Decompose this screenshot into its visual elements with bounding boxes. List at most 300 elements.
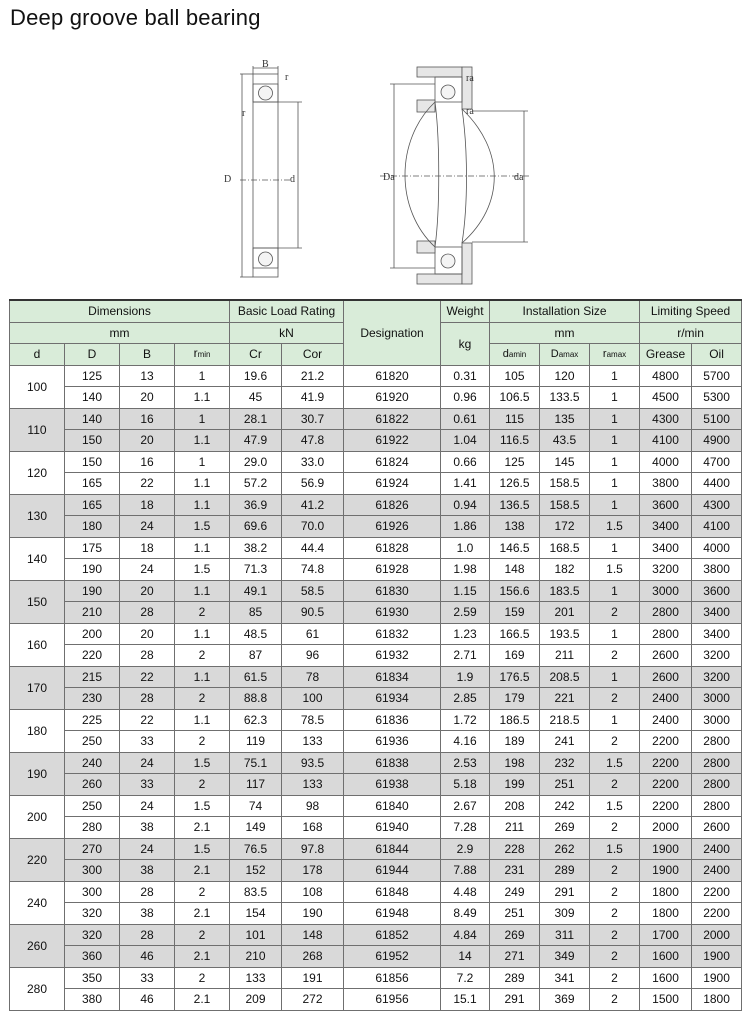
col-rmin: rmin (175, 344, 230, 366)
table-cell: 3200 (640, 559, 692, 581)
table-cell: 61852 (344, 924, 441, 946)
table-cell: 1 (590, 494, 640, 516)
label-ra-mid: ra (466, 106, 474, 117)
table-cell: 211 (540, 645, 590, 667)
table-cell: 1.5 (590, 516, 640, 538)
table-row (10, 408, 742, 430)
header-weight-unit: kg (441, 322, 490, 365)
bore-diameter-cell: 260 (10, 924, 65, 967)
table-cell: 230 (65, 688, 120, 710)
table-cell: 61928 (344, 559, 441, 581)
table-cell: 260 (65, 774, 120, 796)
table-cell: 61936 (344, 731, 441, 753)
table-cell: 47.9 (230, 430, 282, 452)
table-cell: 4.84 (441, 924, 490, 946)
table-cell: 61828 (344, 537, 441, 559)
table-cell: 24 (120, 752, 175, 774)
table-cell: 271 (490, 946, 540, 968)
table-cell: 2.1 (175, 860, 230, 882)
table-cell: 225 (65, 709, 120, 731)
table-cell: 2.71 (441, 645, 490, 667)
table-cell: 220 (65, 645, 120, 667)
table-cell: 199 (490, 774, 540, 796)
table-cell: 309 (540, 903, 590, 925)
table-cell: 22 (120, 473, 175, 495)
table-cell: 4100 (692, 516, 742, 538)
bore-diameter-cell: 220 (10, 838, 65, 881)
table-cell: 108 (282, 881, 344, 903)
table-cell: 74 (230, 795, 282, 817)
table-cell: 2000 (692, 924, 742, 946)
col-cor: Cor (282, 344, 344, 366)
table-cell: 2600 (640, 645, 692, 667)
table-cell: 61822 (344, 408, 441, 430)
table-cell: 61932 (344, 645, 441, 667)
table-cell: 232 (540, 752, 590, 774)
bore-diameter-cell: 170 (10, 666, 65, 709)
table-cell: 145 (540, 451, 590, 473)
table-cell: 2800 (640, 602, 692, 624)
table-cell: 1.15 (441, 580, 490, 602)
bore-diameter-cell: 110 (10, 408, 65, 451)
table-cell: 2200 (692, 881, 742, 903)
table-cell: 2 (175, 602, 230, 624)
table-cell: 2600 (640, 666, 692, 688)
table-cell: 61830 (344, 580, 441, 602)
table-cell: 270 (65, 838, 120, 860)
table-cell: 7.28 (441, 817, 490, 839)
table-cell: 1800 (640, 903, 692, 925)
col-oil: Oil (692, 344, 742, 366)
header-weight: Weight (441, 300, 490, 322)
table-cell: 272 (282, 989, 344, 1011)
table-cell: 46 (120, 946, 175, 968)
table-cell: 1.41 (441, 473, 490, 495)
table-cell: 190 (282, 903, 344, 925)
table-cell: 2400 (640, 709, 692, 731)
table-row (10, 473, 742, 495)
table-cell: 49.1 (230, 580, 282, 602)
table-cell: 2 (590, 989, 640, 1011)
table-cell: 146.5 (490, 537, 540, 559)
table-cell: 289 (490, 967, 540, 989)
table-cell: 61.5 (230, 666, 282, 688)
table-cell: 46 (120, 989, 175, 1011)
table-cell: 1.5 (175, 838, 230, 860)
table-cell: 150 (65, 430, 120, 452)
table-cell: 1.5 (175, 795, 230, 817)
table-cell: 2800 (692, 752, 742, 774)
table-cell: 341 (540, 967, 590, 989)
table-cell: 24 (120, 516, 175, 538)
table-cell: 100 (282, 688, 344, 710)
installation-drawing (380, 67, 530, 284)
table-row (10, 537, 742, 559)
table-cell: 20 (120, 580, 175, 602)
table-cell: 1.5 (590, 795, 640, 817)
table-cell: 1500 (640, 989, 692, 1011)
table-cell: 4700 (692, 451, 742, 473)
header-dimensions: Dimensions (10, 300, 230, 322)
table-cell: 3400 (692, 623, 742, 645)
table-cell: 200 (65, 623, 120, 645)
table-cell: 2 (175, 774, 230, 796)
label-da: da (514, 172, 524, 183)
table-cell: 90.5 (282, 602, 344, 624)
table-cell: 61934 (344, 688, 441, 710)
bore-diameter-cell: 280 (10, 967, 65, 1010)
table-cell: 148 (282, 924, 344, 946)
table-cell: 2 (590, 774, 640, 796)
table-cell: 241 (540, 731, 590, 753)
table-cell: 2 (590, 817, 640, 839)
table-cell: 268 (282, 946, 344, 968)
table-cell: 28 (120, 924, 175, 946)
table-cell: 165 (65, 473, 120, 495)
table-cell: 2.1 (175, 817, 230, 839)
table-cell: 47.8 (282, 430, 344, 452)
table-cell: 24 (120, 838, 175, 860)
table-cell: 1.86 (441, 516, 490, 538)
table-cell: 369 (540, 989, 590, 1011)
table-cell: 28 (120, 602, 175, 624)
table-cell: 33.0 (282, 451, 344, 473)
table-cell: 2000 (640, 817, 692, 839)
table-row (10, 967, 742, 989)
table-cell: 2 (590, 903, 640, 925)
table-cell: 201 (540, 602, 590, 624)
table-cell: 280 (65, 817, 120, 839)
table-cell: 61926 (344, 516, 441, 538)
table-cell: 3800 (692, 559, 742, 581)
header-installation: Installation Size (490, 300, 640, 322)
header-dimensions-unit: mm (10, 322, 230, 344)
table-cell: 208.5 (540, 666, 590, 688)
table-cell: 251 (540, 774, 590, 796)
table-cell: 2 (590, 731, 640, 753)
table-cell: 198 (490, 752, 540, 774)
table-cell: 20 (120, 430, 175, 452)
table-cell: 3400 (692, 602, 742, 624)
bore-diameter-cell: 240 (10, 881, 65, 924)
table-cell: 182 (540, 559, 590, 581)
table-cell: 1900 (692, 946, 742, 968)
header-load-rating: Basic Load Rating (230, 300, 344, 322)
col-Damax: Damax (540, 344, 590, 366)
table-row (10, 430, 742, 452)
table-cell: 61 (282, 623, 344, 645)
table-cell: 140 (65, 408, 120, 430)
table-cell: 1600 (640, 967, 692, 989)
table-cell: 78 (282, 666, 344, 688)
label-B: B (262, 59, 269, 70)
table-cell: 1.1 (175, 430, 230, 452)
table-cell: 4300 (640, 408, 692, 430)
table-cell: 138 (490, 516, 540, 538)
table-cell: 1.5 (590, 838, 640, 860)
table-cell: 2 (175, 731, 230, 753)
table-cell: 105 (490, 365, 540, 387)
table-cell: 0.61 (441, 408, 490, 430)
bore-diameter-cell: 150 (10, 580, 65, 623)
table-row (10, 516, 742, 538)
table-cell: 126.5 (490, 473, 540, 495)
table-cell: 3000 (692, 709, 742, 731)
table-cell: 311 (540, 924, 590, 946)
table-cell: 228 (490, 838, 540, 860)
bore-diameter-cell: 180 (10, 709, 65, 752)
table-cell: 61922 (344, 430, 441, 452)
table-cell: 3400 (640, 537, 692, 559)
table-cell: 18 (120, 537, 175, 559)
col-damin: damin (490, 344, 540, 366)
table-cell: 1 (590, 408, 640, 430)
table-cell: 3600 (640, 494, 692, 516)
table-cell: 7.2 (441, 967, 490, 989)
table-cell: 4500 (640, 387, 692, 409)
table-cell: 175 (65, 537, 120, 559)
table-cell: 231 (490, 860, 540, 882)
table-cell: 169 (490, 645, 540, 667)
table-row (10, 903, 742, 925)
table-cell: 61944 (344, 860, 441, 882)
table-cell: 291 (490, 989, 540, 1011)
table-cell: 1.5 (175, 559, 230, 581)
table-cell: 168.5 (540, 537, 590, 559)
table-row (10, 559, 742, 581)
table-cell: 62.3 (230, 709, 282, 731)
table-cell: 22 (120, 666, 175, 688)
table-cell: 1.98 (441, 559, 490, 581)
table-cell: 1 (590, 387, 640, 409)
table-cell: 2.9 (441, 838, 490, 860)
table-cell: 38 (120, 860, 175, 882)
table-cell: 45 (230, 387, 282, 409)
table-cell: 269 (490, 924, 540, 946)
table-cell: 1 (590, 623, 640, 645)
header-designation: Designation (344, 300, 441, 365)
bearing-spec-table (9, 299, 742, 1011)
table-cell: 61826 (344, 494, 441, 516)
table-cell: 3000 (692, 688, 742, 710)
table-cell: 61848 (344, 881, 441, 903)
table-cell: 61940 (344, 817, 441, 839)
col-B: B (120, 344, 175, 366)
table-row (10, 645, 742, 667)
table-cell: 2200 (640, 774, 692, 796)
table-cell: 2.1 (175, 946, 230, 968)
header-speed-unit: r/min (640, 322, 742, 344)
table-cell: 28 (120, 881, 175, 903)
table-cell: 4000 (640, 451, 692, 473)
table-cell: 61834 (344, 666, 441, 688)
table-cell: 3400 (640, 516, 692, 538)
table-cell: 133 (282, 731, 344, 753)
table-cell: 380 (65, 989, 120, 1011)
table-cell: 1.72 (441, 709, 490, 731)
table-row (10, 924, 742, 946)
table-cell: 166.5 (490, 623, 540, 645)
table-cell: 2 (175, 645, 230, 667)
table-cell: 3200 (692, 666, 742, 688)
table-cell: 1 (590, 537, 640, 559)
table-cell: 116.5 (490, 430, 540, 452)
table-cell: 2200 (692, 903, 742, 925)
bore-diameter-cell: 100 (10, 365, 65, 408)
table-cell: 1.1 (175, 537, 230, 559)
table-cell: 2800 (692, 774, 742, 796)
table-cell: 16 (120, 408, 175, 430)
table-cell: 1 (590, 451, 640, 473)
table-cell: 133 (282, 774, 344, 796)
table-cell: 8.49 (441, 903, 490, 925)
table-cell: 14 (441, 946, 490, 968)
table-cell: 2.67 (441, 795, 490, 817)
table-cell: 93.5 (282, 752, 344, 774)
table-cell: 36.9 (230, 494, 282, 516)
table-cell: 5700 (692, 365, 742, 387)
label-Da: Da (383, 172, 395, 183)
table-cell: 180 (65, 516, 120, 538)
table-cell: 15.1 (441, 989, 490, 1011)
bore-diameter-cell: 140 (10, 537, 65, 580)
table-cell: 44.4 (282, 537, 344, 559)
table-cell: 117 (230, 774, 282, 796)
table-cell: 41.2 (282, 494, 344, 516)
table-cell: 2400 (692, 860, 742, 882)
table-cell: 250 (65, 795, 120, 817)
bearing-section-drawing (240, 66, 302, 277)
table-cell: 1.1 (175, 666, 230, 688)
table-cell: 2 (590, 967, 640, 989)
table-cell: 96 (282, 645, 344, 667)
table-cell: 41.9 (282, 387, 344, 409)
table-cell: 120 (540, 365, 590, 387)
table-cell: 1.1 (175, 580, 230, 602)
table-row (10, 860, 742, 882)
table-cell: 85 (230, 602, 282, 624)
table-cell: 101 (230, 924, 282, 946)
label-d: d (290, 174, 295, 185)
table-cell: 33 (120, 731, 175, 753)
col-D: D (65, 344, 120, 366)
table-cell: 133.5 (540, 387, 590, 409)
table-row (10, 623, 742, 645)
table-row (10, 817, 742, 839)
table-row (10, 838, 742, 860)
bore-diameter-cell: 190 (10, 752, 65, 795)
table-row (10, 774, 742, 796)
table-cell: 1900 (640, 838, 692, 860)
table-row (10, 709, 742, 731)
table-cell: 158.5 (540, 473, 590, 495)
bore-diameter-cell: 200 (10, 795, 65, 838)
table-row (10, 602, 742, 624)
table-cell: 1.5 (590, 559, 640, 581)
table-cell: 2 (175, 881, 230, 903)
table-cell: 291 (540, 881, 590, 903)
table-cell: 191 (282, 967, 344, 989)
table-cell: 24 (120, 795, 175, 817)
table-cell: 2600 (692, 817, 742, 839)
table-cell: 250 (65, 731, 120, 753)
table-cell: 1 (590, 365, 640, 387)
table-row (10, 494, 742, 516)
table-cell: 57.2 (230, 473, 282, 495)
table-cell: 61952 (344, 946, 441, 968)
table-cell: 360 (65, 946, 120, 968)
table-cell: 190 (65, 580, 120, 602)
table-cell: 2.53 (441, 752, 490, 774)
table-cell: 148 (490, 559, 540, 581)
table-cell: 210 (230, 946, 282, 968)
table-cell: 269 (540, 817, 590, 839)
table-cell: 156.6 (490, 580, 540, 602)
table-cell: 136.5 (490, 494, 540, 516)
table-cell: 211 (490, 817, 540, 839)
table-cell: 159 (490, 602, 540, 624)
table-cell: 2800 (692, 795, 742, 817)
table-row (10, 688, 742, 710)
table-cell: 320 (65, 924, 120, 946)
table-cell: 289 (540, 860, 590, 882)
table-cell: 61920 (344, 387, 441, 409)
table-cell: 74.8 (282, 559, 344, 581)
header-installation-unit: mm (490, 322, 640, 344)
table-cell: 38.2 (230, 537, 282, 559)
table-cell: 98 (282, 795, 344, 817)
table-cell: 215 (65, 666, 120, 688)
table-cell: 210 (65, 602, 120, 624)
table-cell: 1.1 (175, 473, 230, 495)
table-cell: 1 (590, 473, 640, 495)
label-ra-top: ra (466, 73, 474, 84)
table-cell: 1 (175, 365, 230, 387)
table-cell: 2400 (640, 688, 692, 710)
table-cell: 76.5 (230, 838, 282, 860)
table-cell: 61938 (344, 774, 441, 796)
table-cell: 189 (490, 731, 540, 753)
table-cell: 2200 (640, 731, 692, 753)
table-row (10, 731, 742, 753)
table-cell: 43.5 (540, 430, 590, 452)
page-title: Deep groove ball bearing (10, 5, 261, 30)
table-cell: 33 (120, 774, 175, 796)
table-cell: 183.5 (540, 580, 590, 602)
table-row (10, 752, 742, 774)
table-cell: 1.5 (175, 516, 230, 538)
table-cell: 152 (230, 860, 282, 882)
table-cell: 2 (590, 946, 640, 968)
table-cell: 2 (590, 688, 640, 710)
table-cell: 1900 (692, 967, 742, 989)
bore-diameter-cell: 130 (10, 494, 65, 537)
table-cell: 24 (120, 559, 175, 581)
label-D: D (224, 174, 232, 185)
table-cell: 1.23 (441, 623, 490, 645)
table-cell: 125 (490, 451, 540, 473)
table-cell: 2800 (692, 731, 742, 753)
table-cell: 48.5 (230, 623, 282, 645)
table-row (10, 451, 742, 473)
table-row (10, 387, 742, 409)
table-cell: 178 (282, 860, 344, 882)
table-cell: 38 (120, 817, 175, 839)
table-cell: 300 (65, 881, 120, 903)
table-cell: 320 (65, 903, 120, 925)
table-body (10, 365, 742, 1010)
table-cell: 125 (65, 365, 120, 387)
